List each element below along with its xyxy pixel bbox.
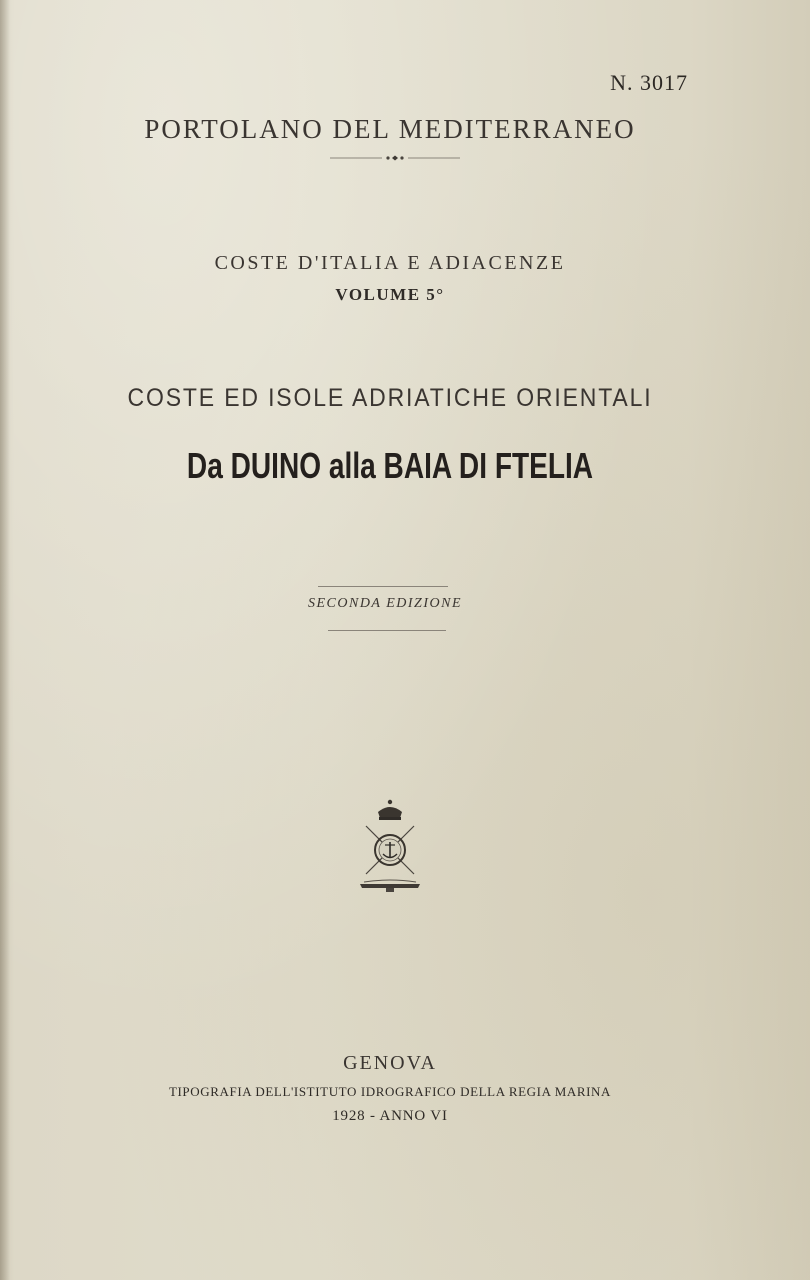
imprint-city: GENOVA bbox=[343, 1052, 437, 1074]
series-title: PORTOLANO DEL MEDITERRANEO bbox=[144, 114, 636, 144]
edition-rule-top bbox=[318, 586, 448, 587]
navy-crown-anchor-emblem bbox=[352, 798, 428, 898]
volume-number: VOLUME 5° bbox=[335, 285, 445, 304]
subtitle: COSTE ED ISOLE ADRIATICHE ORIENTALI bbox=[127, 384, 653, 412]
catalog-number: N. 3017 bbox=[610, 70, 688, 95]
section-title: COSTE D'ITALIA E ADIACENZE bbox=[214, 252, 566, 274]
main-title: Da DUINO alla BAIA DI FTELIA bbox=[186, 445, 594, 486]
imprint-printer: TIPOGRAFIA DELL'ISTITUTO IDROGRAFICO DELLA REGIA MARINA bbox=[168, 1084, 612, 1099]
imprint-date: 1928 - ANNO VI bbox=[332, 1108, 448, 1124]
ornament-divider bbox=[330, 153, 460, 163]
edition-label: SECONDA EDIZIONE bbox=[307, 596, 463, 611]
edition-rule-bottom bbox=[328, 630, 446, 631]
